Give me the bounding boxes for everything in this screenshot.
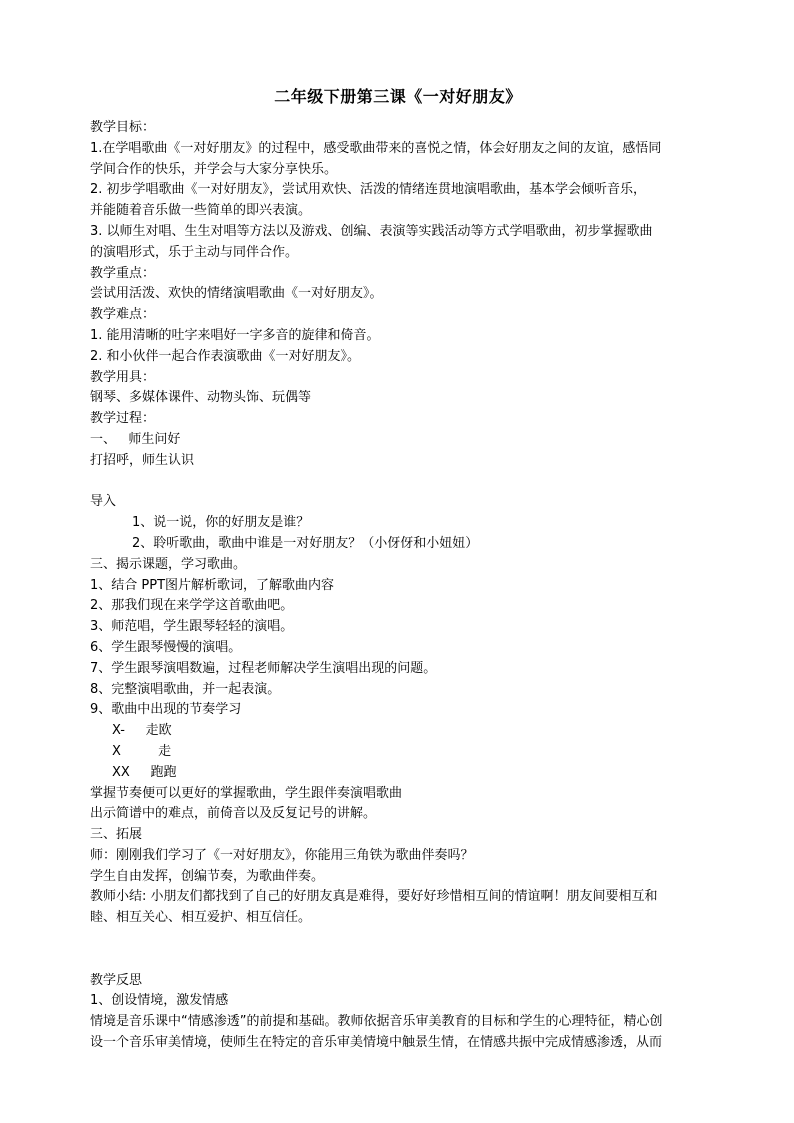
after-rhythm-line: 掌握节奏便可以更好的掌握歌曲，学生跟伴奏演唱歌曲 [90, 785, 403, 801]
page-title: 二年级下册第三课《一对好朋友》 [274, 87, 522, 106]
reflection-line: 情境是音乐课中“情感渗透”的前提和基础。教师依据音乐审美教育的目标和学生的心理特征，精心创 [90, 1014, 663, 1030]
step1-text: 打招呼，师生认识 [90, 452, 195, 468]
step3-item: 3、师范唱，学生跟琴轻轻的演唱。 [90, 619, 294, 635]
key-heading: 教学重点： [90, 265, 156, 281]
step3-item: 1、结合 PPT图片解析歌词，了解歌曲内容 [90, 577, 335, 593]
expand-line: 学生自由发挥，创编节奏，为歌曲伴奏。 [90, 868, 325, 884]
after-rhythm-line: 出示简谱中的难点，前倚音以及反复记号的讲解。 [90, 806, 377, 822]
key-point: 尝试用活泼、欢快的情绪演唱歌曲《一对好朋友》。 [90, 286, 383, 302]
document-page [90, 86, 706, 1054]
step3-item: 7、学生跟琴演唱数遍，过程老师解决学生演唱出现的问题。 [90, 660, 437, 676]
expand-line: 睦、相互关心、相互爱护、相互信任。 [90, 910, 312, 926]
reflection-heading: 教学反思 [90, 972, 143, 988]
step1-heading: 一、 师生问好 [90, 431, 181, 447]
difficulty-item: 1. 能用清晰的吐字来唱好一字多音的旋律和倚音。 [90, 327, 380, 343]
step3-item: 6、学生跟琴慢慢的演唱。 [90, 639, 242, 655]
reflection-line: 设一个音乐审美情境，使师生在特定的音乐审美情境中触景生情，在情感共振中完成情感渗透，从而 [90, 1035, 663, 1051]
difficulty-item: 2. 和小伙伴一起合作表演歌曲《一对好朋友》。 [90, 348, 361, 364]
goal-line: 的演唱形式，乐于主动与同伴合作。 [90, 244, 299, 260]
step3-item: 9、歌曲中出现的节奏学习 [90, 702, 242, 718]
step3-item: 8、完整演唱歌曲，并一起表演。 [90, 681, 281, 697]
goal-line: 2. 初步学唱歌曲《一对好朋友》，尝试用欢快、活泼的情绪连贯地演唱歌曲，基本学会倾听音乐， [90, 182, 647, 198]
rhythm-line: XX 跑跑 [112, 764, 177, 780]
reflection-subheading: 1、创设情境，激发情感 [90, 993, 229, 1009]
goal-line: 学间合作的快乐，并学会与大家分享快乐。 [90, 161, 338, 177]
process-heading: 教学过程： [90, 411, 156, 427]
tools-heading: 教学用具： [90, 369, 156, 385]
step3-item: 2、那我们现在来学学这首歌曲吧。 [90, 598, 294, 614]
tools-text: 钢琴、多媒体课件、动物头饰、玩偶等 [90, 390, 312, 406]
intro-item: 2、聆听歌曲，歌曲中谁是一对好朋友？（小伢伢和小妞妞） [132, 535, 479, 551]
difficulty-heading: 教学难点： [90, 307, 156, 323]
goal-line: 并能随着音乐做一些简单的即兴表演。 [90, 203, 312, 219]
spacer [90, 472, 706, 493]
goals-heading: 教学目标： [90, 120, 156, 135]
goal-line: 3. 以师生对唱、生生对唱等方法以及游戏、创编、表演等实践活动等方式学唱歌曲，初步掌握歌曲 [90, 223, 653, 239]
goal-line: 1.在学唱歌曲《一对好朋友》的过程中，感受歌曲带来的喜悦之情，体会好朋友之间的友谊，感悟同 [90, 140, 662, 156]
intro-heading: 导入 [90, 494, 117, 510]
expand-heading: 三、拓展 [90, 827, 143, 843]
rhythm-line: X- 走欧 [112, 723, 172, 739]
rhythm-line: X 走 [112, 743, 172, 759]
intro-item: 1、说一说，你的好朋友是谁？ [132, 515, 310, 531]
spacer [90, 929, 706, 971]
step3-heading: 三、揭示课题，学习歌曲。 [90, 556, 247, 572]
expand-line: 教师小结: 小朋友们都找到了自己的好朋友真是难得，要好好珍惜相互间的情谊啊！朋友间要相互和 [90, 889, 658, 905]
expand-line: 师：刚刚我们学习了《一对好朋友》，你能用三角铁为歌曲伴奏吗？ [90, 847, 474, 863]
